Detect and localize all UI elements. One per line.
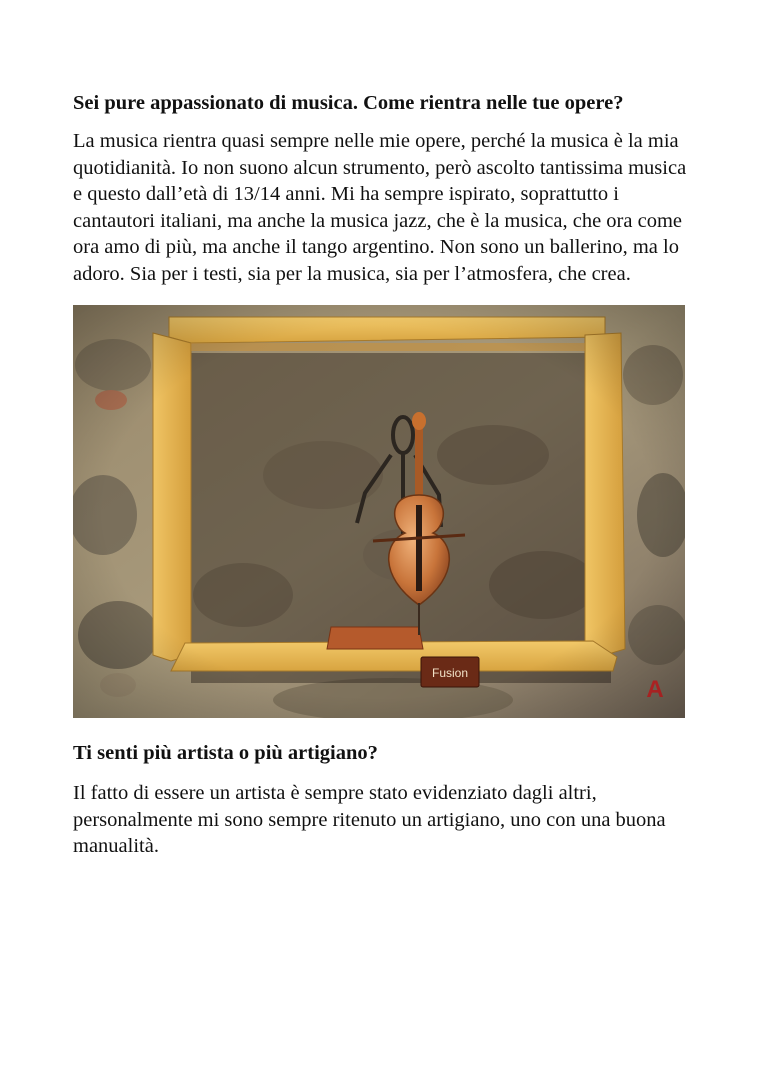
- answer-paragraph-artist: Il fatto di essere un artista è sempre stato evidenziato dagli altri, personalmente mi sono sempre ritenuto un artigiano, uno con una buona manualità.: [73, 782, 666, 857]
- question-heading-artist: Ti senti più artista o più artigiano?: [73, 742, 378, 764]
- document-page: [73, 90, 693, 860]
- question-heading-music: Sei pure appassionato di musica. Come rientra nelle tue opere?: [73, 92, 624, 114]
- violin-sculpture-photo: [73, 305, 685, 718]
- answer-paragraph-music: La musica rientra quasi sempre nelle mie opere, perché la musica è la mia quotidianità. Io non suono alcun strumento, però ascolto tantissima musica e questo dall’età di 13/14 anni. Mi ha sempre ispirato, soprattutto i cantautori italiani, ma anche la musica jazz, che è la musica, che ora come ora amo di più, ma anche il tango argentino. Non sono un ballerino, ma lo adoro. Sia per i testi, sia per la musica, sia per l’atmosfera, che crea.: [73, 130, 687, 285]
